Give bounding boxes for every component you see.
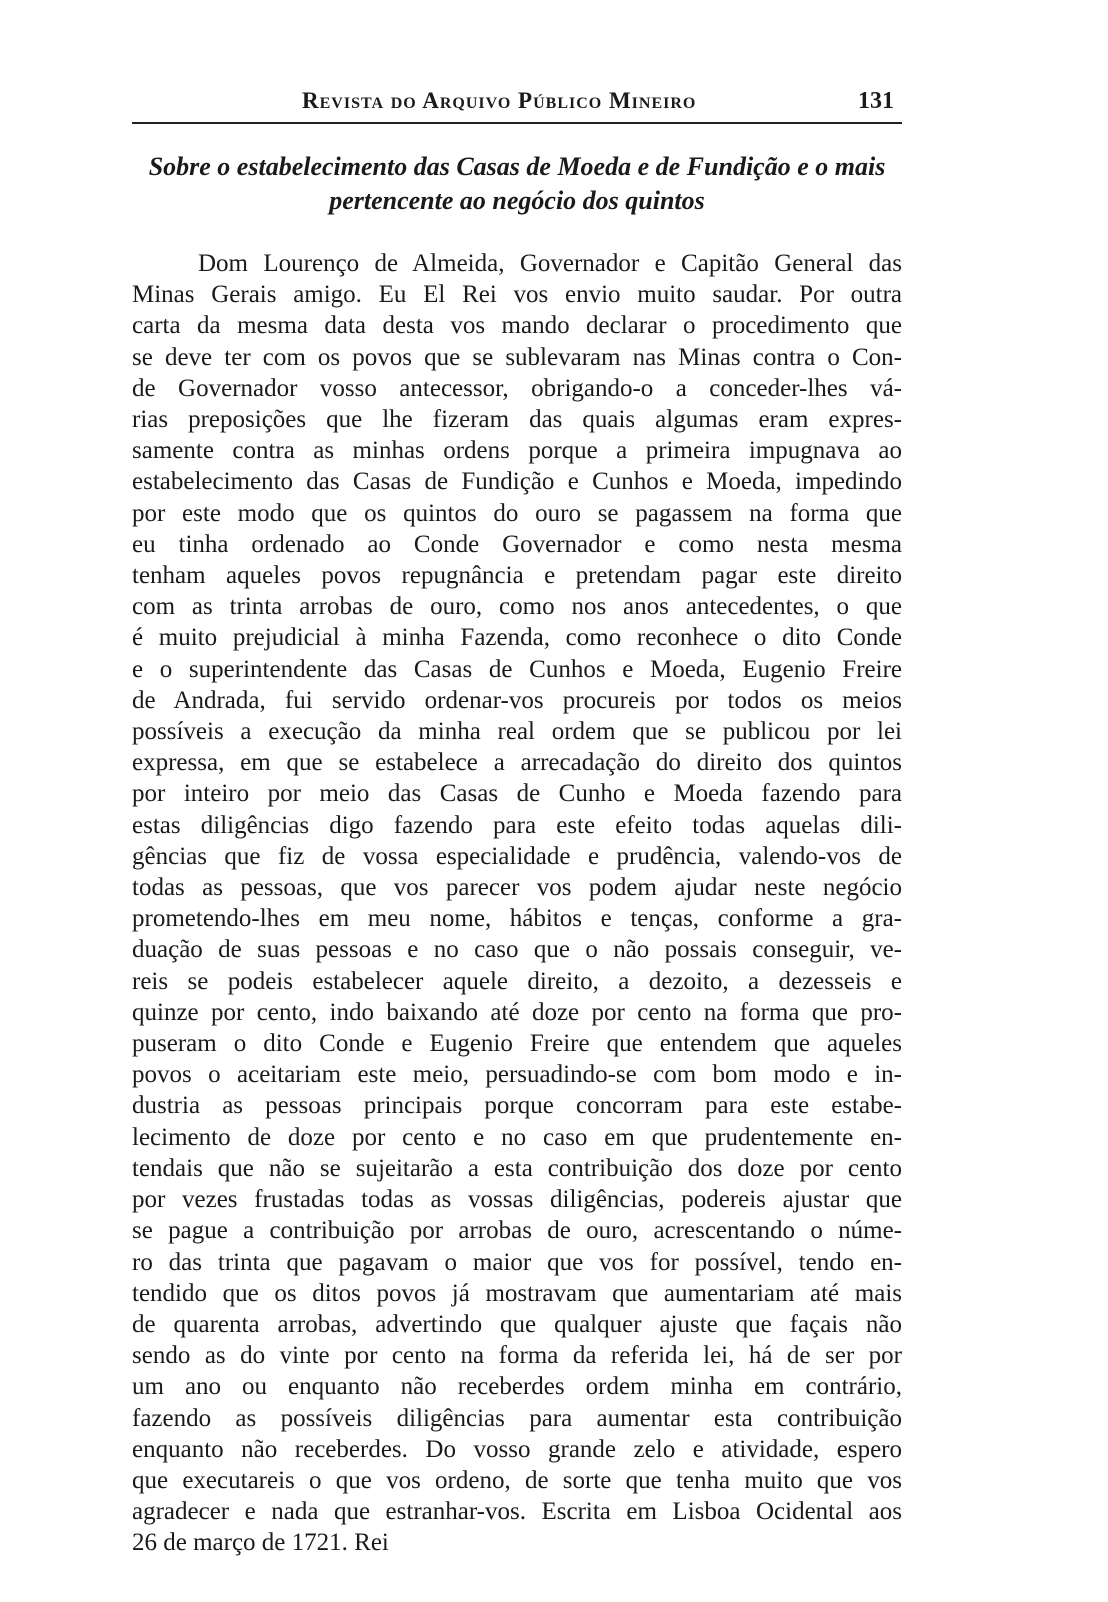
body-line: lecimento de doze por cento e no caso em que prudentemente en- [132, 1123, 902, 1151]
body-line: duação de suas pessoas e no caso que o não possais conseguir, ve- [132, 936, 902, 964]
body-line: fazendo as possíveis diligências para aumentar esta contribuição [132, 1404, 902, 1432]
body-line: tenham aqueles povos repugnância e pretendam pagar este direito [132, 562, 902, 590]
body-line: rias preposições que lhe fizeram das quais algumas eram expres- [132, 406, 902, 434]
body-line: dustria as pessoas principais porque concorram para este estabe- [132, 1092, 902, 1120]
body-line: expressa, em que se estabelece a arrecadação do direito dos quintos [132, 749, 902, 777]
body-line: povos o aceitariam este meio, persuadindo-se com bom modo e in- [132, 1061, 902, 1089]
body-line: prometendo-lhes em meu nome, hábitos e tenças, conforme a gra- [132, 905, 902, 933]
body-line: ro das trinta que pagavam o maior que vos for possível, tendo en- [132, 1248, 902, 1276]
body-line: todas as pessoas, que vos parecer vos podem ajudar neste negócio [132, 874, 902, 902]
body-line: um ano ou enquanto não receberdes ordem minha em contrário, [132, 1373, 902, 1401]
body-line: carta da mesma data desta vos mando declarar o procedimento que [132, 312, 902, 340]
header-divider [132, 122, 902, 124]
body-line: de Andrada, fui servido ordenar-vos procureis por todos os meios [132, 686, 902, 714]
body-line: por este modo que os quintos do ouro se pagassem na forma que [132, 499, 902, 527]
body-line: tendido que os ditos povos já mostravam que aumentariam até mais [132, 1279, 902, 1307]
body-line: é muito prejudicial à minha Fazenda, como reconhece o dito Conde [132, 624, 902, 652]
article-body [132, 248, 902, 1559]
title-line: Sobre o estabelecimento das Casas de Moeda e de Fundição e o mais [148, 152, 886, 181]
body-line: puseram o dito Conde e Eugenio Freire que entendem que aqueles [132, 1030, 902, 1058]
body-line: quinze por cento, indo baixando até doze por cento na forma que pro- [132, 998, 902, 1026]
body-line: se pague a contribuição por arrobas de ouro, acrescentando o núme- [132, 1217, 902, 1245]
body-line: agradecer e nada que estranhar-vos. Escrita em Lisboa Ocidental aos [132, 1498, 902, 1526]
article-title [132, 150, 902, 218]
body-line: estas diligências digo fazendo para este efeito todas aquelas dili- [132, 811, 902, 839]
title-line: pertencente ao negócio dos quintos [329, 186, 705, 215]
body-line: estabelecimento das Casas de Fundição e Cunhos e Moeda, impedindo [132, 468, 902, 496]
body-line: possíveis a execução da minha real ordem que se publicou por lei [132, 718, 902, 746]
body-line: por vezes frustadas todas as vossas diligências, podereis ajustar que [132, 1186, 902, 1214]
body-line: por inteiro por meio das Casas de Cunho e Moeda fazendo para [132, 780, 902, 808]
body-line: tendais que não se sujeitarão a esta contribuição dos doze por cento [132, 1154, 902, 1182]
body-line: Minas Gerais amigo. Eu El Rei vos envio muito saudar. Por outra [132, 281, 902, 309]
body-line: de Governador vosso antecessor, obrigando-o a conceder-lhes vá- [132, 374, 902, 402]
page-number: 131 [858, 88, 894, 114]
body-line: de quarenta arrobas, advertindo que qualquer ajuste que façais não [132, 1310, 902, 1338]
body-line: sendo as do vinte por cento na forma da referida lei, há de ser por [132, 1342, 902, 1370]
body-line: que executareis o que vos ordeno, de sorte que tenha muito que vos [132, 1466, 902, 1494]
body-line: 26 de março de 1721. Rei [132, 1529, 389, 1557]
body-line: Dom Lourenço de Almeida, Governador e Capitão General das [198, 250, 902, 277]
body-line: com as trinta arrobas de ouro, como nos anos antecedentes, o que [132, 593, 902, 621]
journal-title: Revista do Arquivo Público Mineiro [302, 88, 697, 113]
body-line: samente contra as minhas ordens porque a primeira impugnava ao [132, 437, 902, 465]
body-line: enquanto não receberdes. Do vosso grande zelo e atividade, espero [132, 1435, 902, 1463]
body-line: se deve ter com os povos que se sublevaram nas Minas contra o Con- [132, 343, 902, 371]
body-line: eu tinha ordenado ao Conde Governador e como nesta mesma [132, 530, 902, 558]
body-line: reis se podeis estabelecer aquele direito, a dezoito, a dezesseis e [132, 967, 902, 995]
running-header [132, 88, 902, 124]
body-line: gências que fiz de vossa especialidade e prudência, valendo-vos de [132, 842, 902, 870]
body-line: e o superintendente das Casas de Cunhos e Moeda, Eugenio Freire [132, 655, 902, 683]
